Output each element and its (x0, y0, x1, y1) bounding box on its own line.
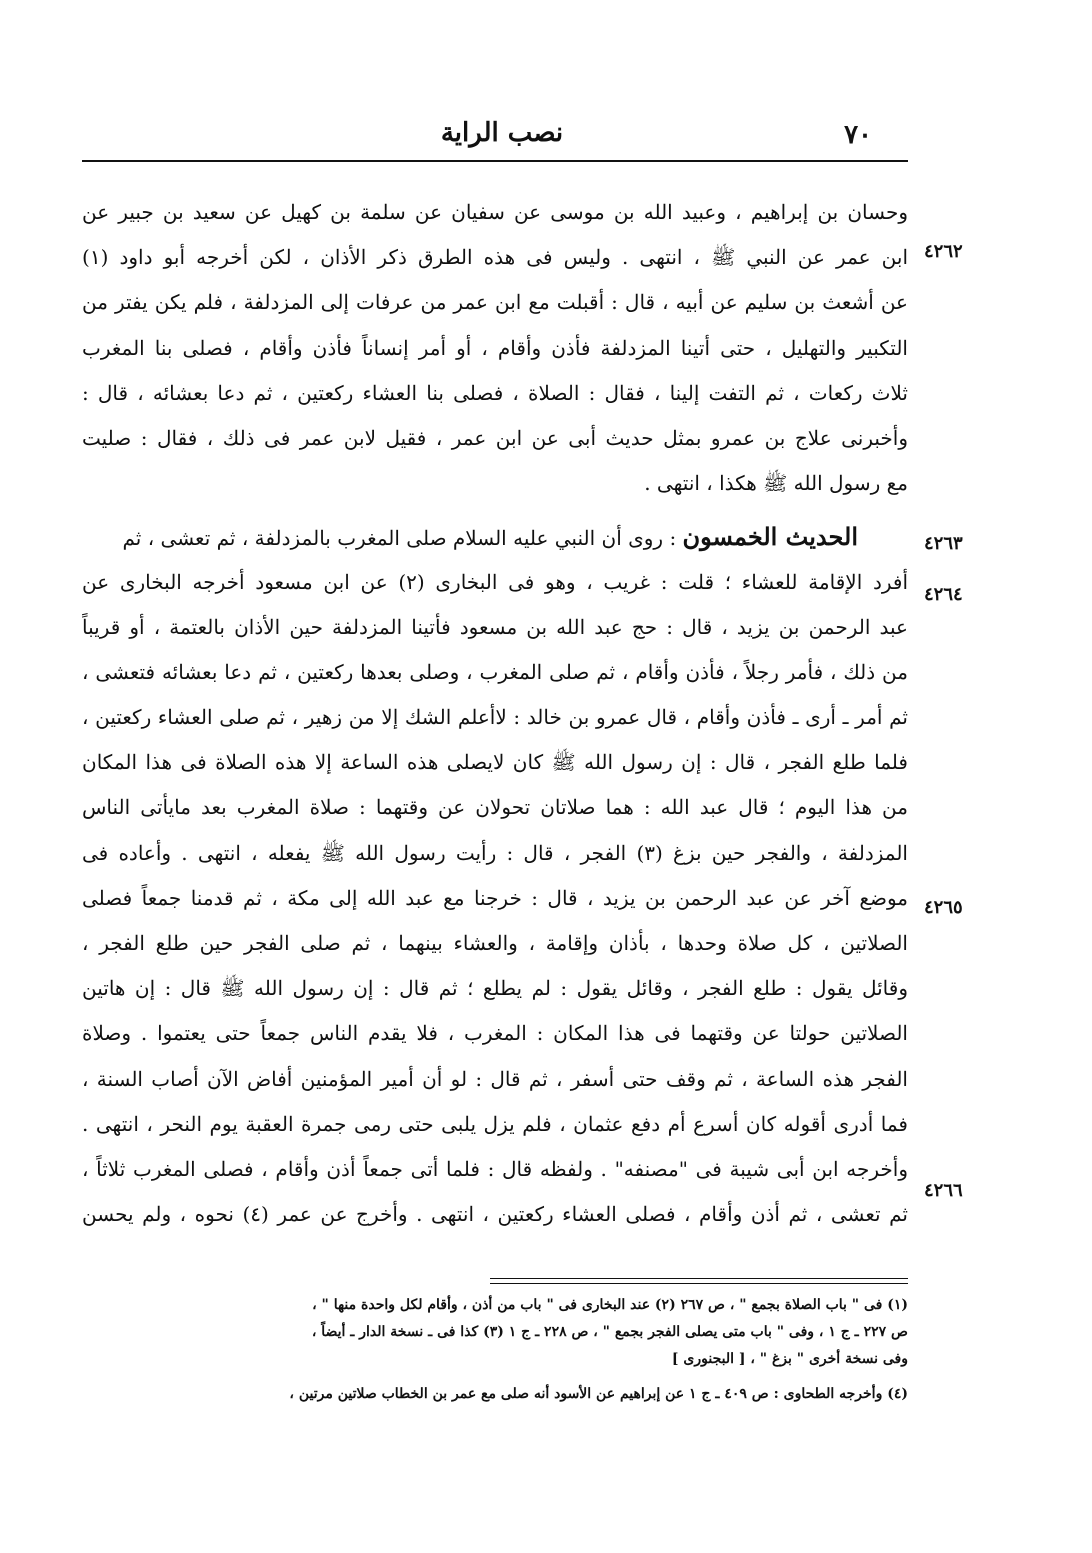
hadith-number: ٤٢٦٥ (924, 897, 963, 918)
hadith-number: ٤٢٦٣ (924, 533, 963, 554)
text-line: عن أشعث بن سليم عن أبيه ، قال : أقبلت مع ابن عمر من عرفات إلى المزدلفة ، فلم يكن يفتر من (82, 290, 908, 315)
text-line: وأخبرنى علاج بن عمرو بمثل حديث أبى عن ابن عمر ، فقيل لابن عمر فى ذلك ، فقال : صليت (82, 425, 908, 450)
text-line: من هذا اليوم ؛ قال عبد الله : هما صلاتان تحولان عن وقتهما : صلاة المغرب بعد مايأتى الناس (82, 795, 908, 820)
text-line: ابن عمر عن النبي ﷺ ، انتهى . وليس فى هذه الطرق ذكر الأذان ، لكن أخرجه أبو داود (١) (82, 245, 908, 270)
section-text: : روى أن النبي عليه السلام صلى المغرب بالمزدلفة ، ثم تعشى ، ثم (122, 526, 677, 551)
main-text (82, 190, 908, 1237)
running-title: نصب الراية (440, 118, 564, 148)
hadith-number: ٤٢٦٤ (924, 584, 963, 605)
text-line: أفرد الإقامة للعشاء ؛ قلت : غريب ، وهو فى البخارى (٢) عن ابن مسعود أخرجه البخارى عن (82, 569, 908, 594)
section-title: الحديث الخمسون (682, 522, 858, 552)
text-line: وأخرجه ابن أبى شيبة فى "مصنفه" . ولفظه قال : فلما أتى جمعاً أذن وأقام ، فصلى المغرب ثلاثاً ، (82, 1156, 908, 1181)
text-line: المزدلفة ، والفجر حين بزغ (٣) الفجر ، قال : رأيت رسول الله ﷺ يفعله ، انتهى . وأعاده فى (82, 840, 908, 865)
text-line: من ذلك ، فأمر رجلاً ، فأذن وأقام ، ثم صلى المغرب ، وصلى بعدها ركعتين ، ثم دعا بعشائه فتعشى ، (82, 659, 908, 684)
text-line: ثلاث ركعات ، ثم التفت إلينا ، فقال : الصلاة ، فصلى بنا العشاء ركعتين ، ثم دعا بعشائه ، قال : (82, 380, 908, 405)
text-line: مع رسول الله ﷺ هكذا ، انتهى . (644, 471, 908, 496)
page-number: ٧٠ (844, 120, 872, 150)
footnote-line: (١) فى " باب الصلاة بجمع " ، ص ٢٦٧ (٢) عند البخارى فى " باب من أذن ، وأقام لكل واحدة منها " ، (312, 1297, 908, 1313)
text-line: ثم أمر ـ أرى ـ فأذن وأقام ، قال عمرو بن خالد : لاأعلم الشك إلا من زهير ، ثم صلى العشاء ركعتين ، (82, 705, 908, 730)
text-line: الصلاتين ، كل صلاة وحدها ، بأذان وإقامة ، والعشاء بينهما ، ثم صلى الفجر حين طلع الفجر ، (82, 931, 908, 955)
text-line: وقائل يقول : طلع الفجر ، وقائل يقول : لم يطلع ؛ ثم قال : إن رسول الله ﷺ قال : إن هاتين (82, 976, 908, 1001)
footnotes (82, 1292, 908, 1408)
page-header (82, 112, 908, 158)
header-rule (82, 160, 908, 162)
text-line: فما أدرى أقوله كان أسرع أم دفع عثمان ، فلم يزل يلبى حتى رمى جمرة العقبة يوم النحر ، انتهى . (82, 1111, 908, 1136)
section-heading-line (82, 514, 908, 559)
footnote-line: ص ٢٢٧ ـ ج ١ ، وفى " باب متى يصلى الفجر بجمع " ، ص ٢٢٨ ـ ج ١ (٣) كذا فى ـ نسخة الدار ـ أيضاً ، (311, 1324, 908, 1340)
text-line: فلما طلع الفجر ، قال : إن رسول الله ﷺ كان لايصلى هذه الساعة إلا هذه الصلاة فى هذا المكان (82, 750, 908, 775)
text-line: موضع آخر عن عبد الرحمن بن يزيد ، قال : خرجنا مع عبد الله إلى مكة ، ثم قدمنا جمعاً فصلى (82, 885, 908, 910)
text-line: ثم تعشى ، ثم أذن وأقام ، فصلى العشاء ركعتين ، انتهى . وأخرج عن عمر (٤) نحوه ، ولم يحسن (82, 1202, 908, 1227)
text-line: وحسان بن إبراهيم ، وعبيد الله بن موسى عن سفيان عن سلمة بن كهيل عن سعيد بن جبير عن (82, 200, 908, 224)
footnote-line: وفى نسخة أخرى " بزغ " ، [ البجنورى ] (671, 1351, 908, 1367)
hadith-number: ٤٢٦٢ (924, 241, 963, 262)
footnote-line: (٤) وأخرجه الطحاوى : ص ٤٠٩ ـ ج ١ عن إبراهيم عن الأسود أنه صلى مع عمر بن الخطاب صلاتين مرتين ، (289, 1386, 908, 1402)
hadith-number: ٤٢٦٦ (924, 1180, 963, 1201)
text-line: عبد الرحمن بن يزيد ، قال : حج عبد الله بن مسعود فأتينا المزدلفة حين الأذان بالعتمة ، أو قريباً (82, 614, 908, 639)
text-line: التكبير والتهليل ، حتى أتينا المزدلفة فأذن وأقام ، أو أمر إنساناً فأذن وأقام ، فصلى بنا المغرب (82, 335, 908, 360)
footnote-rule (490, 1278, 908, 1279)
text-line: الفجر هذه الساعة ، ثم وقف حتى أسفر ، ثم قال : لو أن أمير المؤمنين أفاض الآن أصاب السنة ، (82, 1066, 908, 1091)
text-line: الصلاتين حولتا عن وقتهما فى هذا المكان : المغرب ، فلا يقدم الناس جمعاً حتى يعتموا . وصلاة (82, 1021, 908, 1046)
footnote-rule (490, 1283, 908, 1284)
